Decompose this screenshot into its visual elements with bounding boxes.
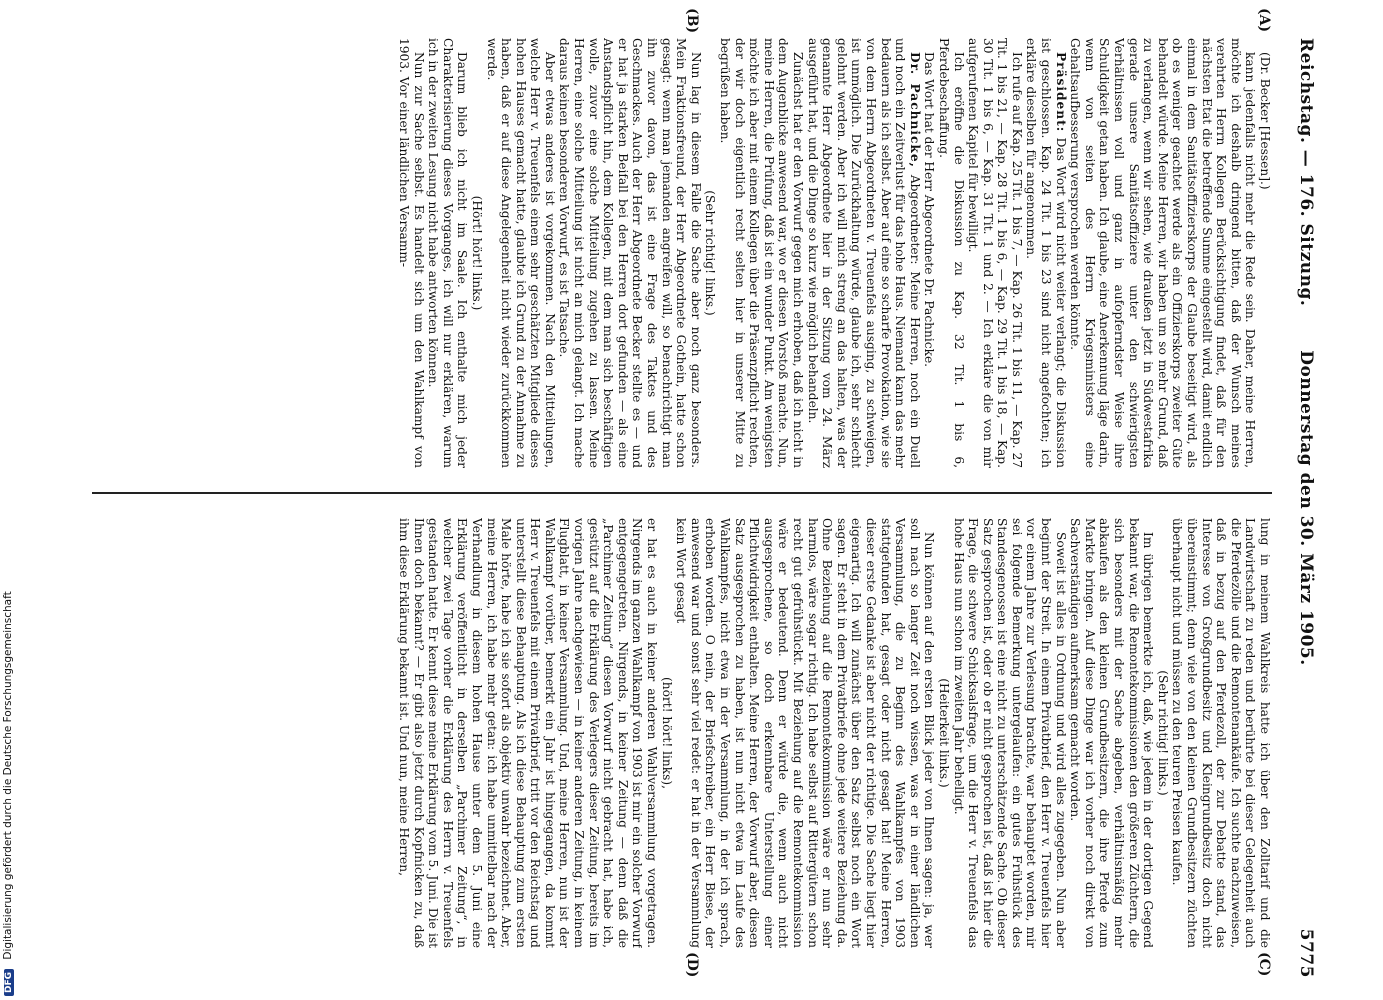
column-divider — [92, 492, 1272, 494]
paragraph-text: Darum blieb ich nicht im Saale. Ich enthalte mich jeder Charakterisierung dieses Vorganges, ich will nur erklären, warum ich in der zweiten Lesung nicht habe antworten können. — [426, 38, 470, 468]
paragraph-text: Ich rufe auf Kap. 25 Tit. 1 bis 7, — Kap. 26 Tit. 1 bis 11, — Kap. 27 Tit. 1 bis 21, — Kap. 28 Tit. 1 bis 6, — Kap. 29 Tit. 1 bis 18, — Kap. 30 Tit. 1 bis 6, — Kap. 31 Tit. 1 und 2. — Ich erkläre die von mir aufgerufenen Kapitel für bewilligt. — [966, 38, 1024, 468]
interjection — [703, 38, 718, 468]
footer-text: Digitalisierung gefördert durch die Deutsche Forschungsgemeinschaft — [2, 591, 14, 960]
paragraph — [396, 38, 425, 468]
paragraph — [936, 38, 965, 468]
paragraph — [1068, 518, 1156, 948]
paragraph-text: lung in meinem Wahlkreis hatte ich über den Zolltarif und die Landwirtschaft zu reden und berührte bei dieser Gelegenheit auch die Pferdezölle und die Remontenankäufe. Ich suchte nachzuweisen, daß in bezug auf den Pferdezoll, der zur Debatte stand, das Interesse von Großgrundbesitz und Kleingrundbesitz doch nicht übereinstimmt; denn viele von den kleinen Grundbesitzern züchten überhaupt nicht und müssen zu den teuren Preisen kaufen. — [1170, 518, 1272, 948]
interjection — [469, 38, 484, 468]
paragraph-text: Abgeordneter: Meine Herren, noch ein Duell und noch ein Zeitverlust für das hohe Haus. Niemand kann das mehr bedauern als ich selbst. Aber auf eine so scharfe Provokation, wie sie von dem Herrn Abgeordneten v. Treuenfels ausging, zu schweigen, ist unmöglich. Die Zurückhaltung würde, glaube ich, sehr schlecht gelohnt werden. Aber ich will mich streng an das halten, was der genannte Herr Abgeordnete hier in der Sitzung vom 24. März ausgeführt hat, und die Dinge so kurz wie möglich behandeln. — [805, 38, 922, 468]
paragraph-text: kann jedenfalls nicht mehr die Rede sein. Daher, meine Herren, möchte ich deshalb dringend bitten, daß der Wunsch meines verehrten Herrn Kollegen Berücksichtigung findet, daß für den nächsten Etat die betreffende Summe eingestellt wird, damit endlich einmal in dem Sanitätsoffizierskorps der Glaube beseitigt wird, als ob es weniger geachtet werde als ein Offizierskorps zweiter Güte behandelt würde. Meine Herren, wir haben um so mehr Grund, daß zu verlangen, wenn wir sehen, wie draußen jetzt in Südwestafrika gerade unsere Sanitätsoffiziere unter den schwierigsten Verhältnissen voll und ganz in aufopferndster Weise ihre Schuldigkeit getan haben. Ich glaube, eine Anerkennung läge darin, wenn von seiten des Herrn Kriegsministers eine Gehaltsaufbesserung versprochen werden könnte. — [1068, 38, 1258, 468]
margin-marker-d: (D) — [684, 952, 700, 978]
digitization-footer — [2, 6, 16, 996]
paragraph — [1068, 38, 1258, 468]
paragraph-text: Das Wort wird nicht weiter verlangt; die Diskussion ist geschlossen. Kap. 24 Tit. 1 bis 23 sind nicht angefochten; ich erkläre dieselben für angenommen. — [1024, 38, 1068, 468]
paragraph-text: Das Wort hat der Herr Abgeordnete Dr. Pachnicke. — [922, 52, 937, 368]
header-session: Reichstag. — 176. Sitzung. — [1296, 38, 1316, 307]
paragraph-text: er hat es auch in keiner anderen Wahlversammlung vorgetragen. Nirgends im ganzen Wahlkampf von 1903 ist mir ein solcher Vorwurf entgegengetreten. Nirgends, in keiner Zeitung — denn daß die „Parchimer Zeitung“ diesen Vorwurf nicht gebracht hat, habe ich, gestützt auf die Erklärung des Verlegers dieser Zeitung, bereits im vorigen Jahre nachgewiesen — in keiner anderen Zeitung, in keinem Flugblatt, in keiner Versammlung. Und, meine Herren, nun ist der Wahlkampf vorüber, bemerkt ein Jahr ist hingegangen, da kommt Herr v. Treuenfels mit einem Privatbrief, tritt vor den Reichstag und unterstellt diese Behauptung. Als ich diese Behauptung zum ersten Male hörte, habe ich sie sofort als objektiv unwahr bezeichnet. Aber, meine Herren, ich habe mehr getan: ich habe unmittelbar nach der Verhandlung in diesem hohen Hause unter dem 5. Juni eine Erklärung veröffentlicht in derselben „Parchimer Zeitung“, in welcher zwei Tage vorher die Erklärung des Herrn v. Treuenfels gestanden hatte. Er kennt diese meine Erklärung vom 5. Juni. Die ist Ihnen doch bekannt? — Er gibt also jetzt durch Kopfnicken zu, daß ihm diese Erklärung bekannt ist. Und nun, meine Herren, — [396, 518, 660, 948]
rotated-page — [80, 8, 1320, 978]
speaker-name: Dr. Pachnicke, — [907, 52, 922, 168]
paragraph — [674, 518, 937, 948]
paragraph — [1170, 518, 1272, 948]
interjection — [936, 518, 951, 948]
margin-marker-b: (B) — [684, 8, 700, 34]
paragraph — [951, 518, 1068, 948]
paragraph-text: Im übrigen bemerkte ich, daß, wie jedem in der dortigen Gegend bekannt war, die Remontekommissionen den größeren Züchtern, die sich besonders mit der Sache abgeben, verhältnismäßig mehr abkaufen als den kleinen Grundbesitzern, die ihre Pferde zum Markte bringen. Auf diese Dinge war ich vorher noch direkt von Sachverständigen aufmerksam gemacht worden. — [1068, 518, 1156, 948]
paragraph-text: Nun lag in diesem Falle die Sache aber noch ganz besonders. Mein Fraktionsfreund, der Herr Abgeordnete Gothein, hatte schon gesagt: wenn man jemanden angreifen will, so benachrichtigt man ihn zuvor davon, das ist eine Frage des Taktes und des Geschmackes. Auch der Herr Abgeordnete Becker stellte es — und er hat ja starken Beifall bei den Herren dort gefunden — als eine Anstandspflicht hin, dem Kollegen, mit dem man sich beschäftigen wolle, zuvor eine solche Mitteilung zugehen zu lassen. Meine Herren, eine solche Mitteilung ist nicht an mich gelangt. Ich mache daraus keinen besonderen Vorwurf, es ist Tatsache. — [557, 38, 703, 468]
interjection — [659, 518, 674, 948]
paragraph-text: Ich eröffne die Diskussion zu Kap. 32 Tit. 1 bis 6, Pferdebeschaffung. — [936, 38, 966, 468]
paragraph — [717, 38, 805, 468]
text-column-right — [82, 518, 1272, 948]
paragraph — [557, 38, 703, 468]
paragraph-text: Nun können auf den ersten Blick jeder von Ihnen sagen: ja, wer soll nach so langer Zeit noch wissen, was er in einer ländlichen Versammlung, die zu Beginn des Wahlkampfes von 1903 stattgefunden hat, gesagt oder nicht gesagt hat! Meine Herren, dieser erste Gedanke ist aber nicht der richtige. Die Sache liegt hier eigenartig. Ich will zunächst über den Satz selbst noch ein Wort sagen. Er steht in dem Privatbriefe ohne jede weitere Beziehung da. Ohne Beziehung auf die Remontekommission wäre er nun sehr harmlos, wäre sogar richtig. Ich habe selbst auf Rittergütern schon recht gut gefrühstückt. Mit Beziehung auf die Remontekommission wäre er bedeutend. Denn er würde die, wenn auch nicht ausgesprochene, so doch erkennbare Unterstellung einer Pflichtwidrigkeit enthalten. Meine Herren, der Vorwurf aber, diesen Satz ausgesprochen zu haben, ist nun nicht etwa im Laufe des Wahlkampfes, nicht etwa in der Versammlung, in der ich sprach, erhoben worden. O nein, der Briefschreiber, ein Herr Biese, der anwesend war und sonst sehr viel redet: er hat in der Versammlung kein Wort gesagt — [674, 518, 937, 948]
paragraph — [966, 38, 1024, 468]
paragraph-text: (Heiterkeit links.) — [936, 678, 951, 788]
paragraph — [805, 38, 922, 468]
paragraph-text: (Sehr richtig! links.) — [1155, 670, 1170, 796]
interjection — [1155, 518, 1170, 948]
text-column-left — [82, 38, 1272, 468]
speaker-name: Präsident: — [1053, 52, 1068, 133]
paragraph-text: (Dr. Becker [Hessen].) — [1258, 52, 1272, 190]
paragraph — [1257, 38, 1272, 468]
margin-marker-a: (A) — [1256, 8, 1272, 33]
paragraph — [1024, 38, 1068, 468]
paragraph-text: (Hört! hört! links.) — [469, 195, 484, 311]
paragraph — [396, 518, 659, 948]
margin-marker-c: (C) — [1256, 952, 1272, 977]
page-number: 5775 — [1296, 928, 1316, 978]
paragraph-text: Soweit ist alles in Ordnung und wird alles zugegeben. Nun aber beginnt der Streit. In einem Privatbrief, den Herr v. Treuenfels hier vor einem Jahre zur Verlesung brachte, war behauptet worden, mir sei folgende Bemerkung untergelaufen: ein gutes Frühstück des Standesgenossen ist eine nicht zu unterschätzende Sache. Ob dieser Satz gesprochen ist, oder ob er nicht gesprochen ist, daß ist hier die Frage, die schwere Schicksalsfrage, um die Herr v. Treuenfels das hohe Haus nun schon im zweiten Jahr behelligt. — [951, 518, 1068, 948]
paragraph-text: Zunächst hat er den Vorwurf gegen mich erhoben, daß ich nicht in dem Augenblicke anwesend war, wo er diesen Vorstoß machte. Nun, meine Herren, die Prüfung, daß ist ein wunder Punkt. Am wenigsten möchte ich aber mit einem Kollegen über die Präsenzpflicht rechten, der wir doch eigentlich recht selten hier in unserer Mitte zu begrüßen haben. — [718, 38, 805, 468]
paragraph-text: Nun zur Sache selbst. Es handelt sich um den Wahlkampf von 1903. Vor einer ländlichen Versamm- — [396, 38, 426, 468]
paragraph — [484, 38, 557, 468]
dfg-logo-icon: DFG — [4, 969, 14, 996]
paragraph — [426, 38, 470, 468]
page-header — [1286, 38, 1320, 978]
paragraph-text: Aber etwas anderes ist vorgekommen. Nach den Mitteilungen, welche Herr v. Treuenfels einem sehr geschätzten Mitgliede dieses hohen Hauses gemacht hatte, glaubte ich Grund zu der Annahme zu haben, daß er auf diese Angelegenheit nicht wieder zurückkommen werde. — [484, 38, 557, 468]
paragraph — [922, 38, 937, 468]
paragraph-text: (Sehr richtig! links.) — [703, 190, 718, 316]
header-date: Donnerstag den 30. März 1905. — [1296, 350, 1316, 666]
paragraph-text: (hört! hört! links), — [659, 676, 674, 790]
